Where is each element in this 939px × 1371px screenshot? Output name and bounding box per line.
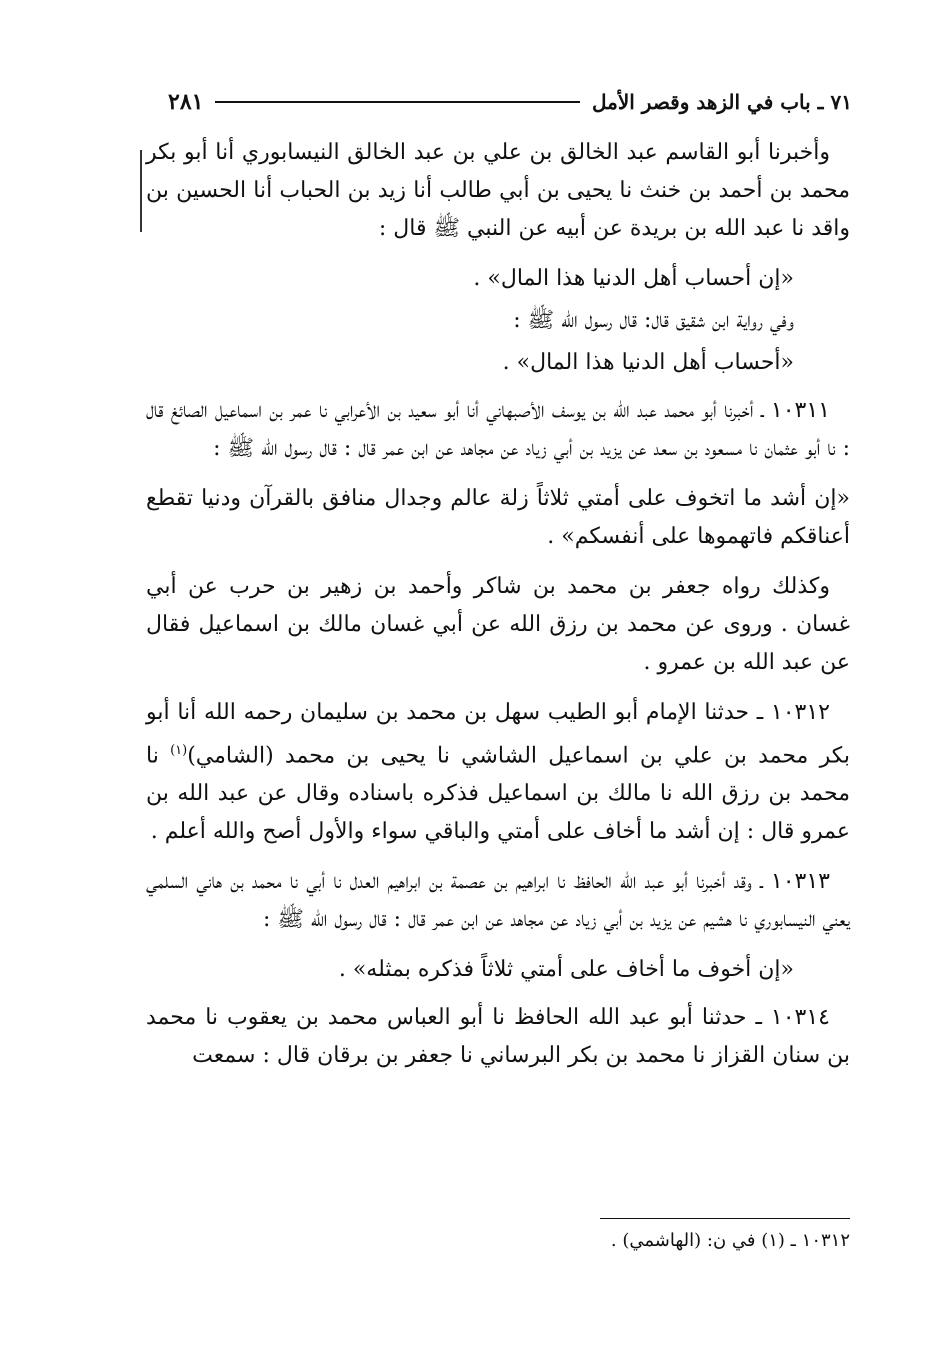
running-header — [168, 84, 852, 120]
page-number: ٢٨١ — [168, 89, 204, 115]
hadith-quote: «أحساب أهل الدنيا هذا المال» . — [502, 350, 794, 375]
paragraph: وكذلك رواه جعفر بن محمد بن شاكر وأحمد بن زهير بن حرب عن أبي غسان . وروى عن محمد بن رزق الله عن أبي غسان مالك بن اسماعيل فقال عن عبد الله بن عمرو . — [146, 574, 850, 675]
hadith-entry — [146, 694, 850, 851]
hadith-quote: «إن أشد ما اتخوف على أمتي ثلاثاً زلة عالم وجدال منافق بالقرآن ودنيا تقطع أعناقكم فاتهموها على أنفسكم» . — [146, 486, 850, 549]
footnote: ١٠٣١٢ ـ (١) في ن: (الهاشمي) . — [610, 1230, 850, 1251]
hadith-entry: ١٠٣١١ ـ أخبرنا أبو محمد عبد الله بن يوسف الأصبهاني أنا أبو سعيد بن الأعرابي نا عمر بن اسماعيل الصائغ قال : نا أبو عثمان نا مسعود بن سعد عن يزيد بن أبي زياد عن مجاهد عن ابن عمر قال : قال رسول الله ﷺ : — [146, 398, 850, 461]
page-body — [146, 134, 850, 1087]
hadith-quote: «إن أخوف ما أخاف على أمتي ثلاثاً فذكره بمثله» . — [338, 957, 794, 983]
footnote-reference[interactable]: (١) — [170, 743, 188, 758]
footnotes — [146, 1218, 850, 1255]
hadith-quote: «إن أحساب أهل الدنيا هذا المال» . — [473, 266, 794, 291]
footnote-rule — [600, 1218, 850, 1219]
hadith-entry: ١٠٣١٤ ـ حدثنا أبو عبد الله الحافظ نا أبو العباس محمد بن يعقوب نا محمد بن سنان القزاز نا محمد بن بكر البرساني نا جعفر بن برقان قال : سمعت — [146, 1005, 850, 1069]
hadith-entry: ١٠٣١٣ ـ وقد أخبرنا أبو عبد الله الحافظ نا ابراهيم بن عصمة بن ابراهيم العدل نا أبي نا محمد بن هاني السلمي يعني النيسابوري نا هشيم عن يزيد بن أبي زياد عن مجاهد عن ابن عمر قال : قال رسول الله ﷺ : — [146, 869, 850, 933]
hadith-entry-continued: نا محمد بن رزق الله نا مالك بن اسماعيل فذكره باسناده وقال عن عبد الله بن عمرو قال : إن أشد ما أخاف على أمتي والباقي سواء والأول أصح والله أعلم . — [146, 743, 850, 845]
margin-mark — [140, 150, 142, 232]
paragraph: وفي رواية ابن شقيق قال: قال رسول الله ﷺ : — [513, 308, 794, 333]
chapter-title: ٧١ ـ باب في الزهد وقصر الأمل — [592, 90, 852, 114]
paragraph: وأخبرنا أبو القاسم عبد الخالق بن علي بن عبد الخالق النيسابوري أنا أبو بكر محمد بن أحمد بن خنث نا يحيى بن أبي طالب أنا زيد بن الحباب أنا الحسين بن واقد نا عبد الله بن بريدة عن أبيه عن النبي ﷺ قال : — [146, 140, 850, 241]
hadith-entry-text: ١٠٣١٢ ـ حدثنا الإمام أبو الطيب سهل بن محمد بن سليمان رحمه الله أنا أبو بكر محمد بن علي بن اسماعيل الشاشي نا يحيى بن محمد (الشامي) — [146, 700, 850, 769]
header-rule — [215, 101, 580, 103]
